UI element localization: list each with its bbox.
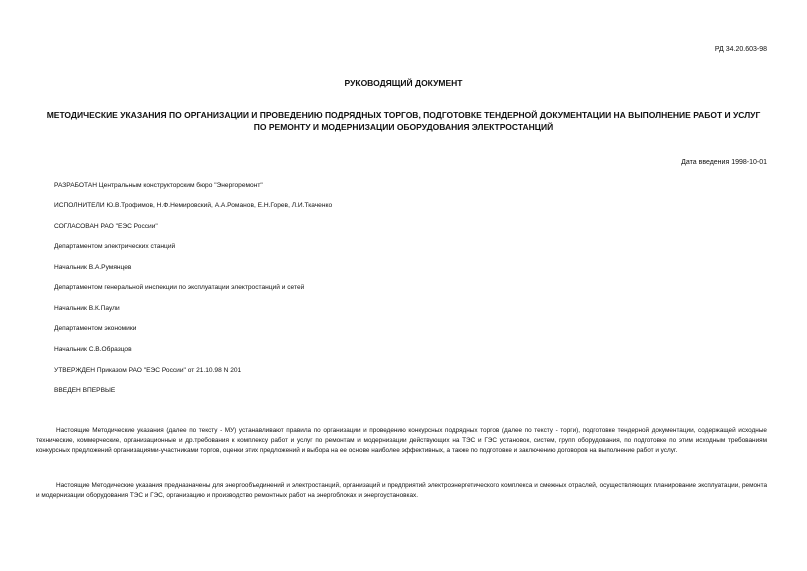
meta-line-head-2: Начальник В.К.Паули [54,305,120,312]
meta-line-head-3: Начальник С.В.Образцов [54,346,132,353]
meta-line-dept-stations: Департаментом электрических станций [54,243,176,250]
meta-line-agreed: СОГЛАСОВАН РАО "ЕЭС России" [54,223,158,230]
meta-line-dept-inspection: Департаментом генеральной инспекции по эксплуатации электростанций и сетей [54,284,305,291]
meta-line-first-introduced: ВВЕДЕН ВПЕРВЫЕ [54,387,116,394]
intro-date: Дата введения 1998-10-01 [681,159,767,166]
body-paragraph-1: Настоящие Методические указания (далее по тексту - МУ) устанавливают правила по организации и проведению конкурсных подрядных торгов (далее по тексту - торги), подготовке тендерной документации, содержащей исходные технические, коммерческие, организационные и др.требования к комплексу работ и услуг по ремонтам и модернизации действующих на ТЭС и ГЭС установок, систем, групп оборудования, по подготовке по этим исходным требованиям конкурсных предложений организациями-участниками торгов, оценки этих предложений и выбора на ее основе наиболее эффективных, а также по подготовке и заключению договоров на выполнение работ и услуг. [36,427,767,454]
body-paragraph-2: Настоящие Методические указания предназначены для энергообъединений и электростанций, организаций и предприятий электроэнергетического комплекса и смежных отраслей, осуществляющих планирование эксплуатации, ремонта и модернизации оборудования ТЭС и ГЭС, организацию и производство ремонтных работ на энергоблоках и энергоустановках. [36,482,767,499]
meta-line-head-1: Начальник В.А.Румянцев [54,264,132,271]
doc-title: МЕТОДИЧЕСКИЕ УКАЗАНИЯ ПО ОРГАНИЗАЦИИ И ПРОВЕДЕНИЮ ПОДРЯДНЫХ ТОРГОВ, ПОДГОТОВКЕ ТЕНДЕРНОЙ ДОКУМЕНТАЦИИ НА ВЫПОЛНЕНИЕ РАБОТ И УСЛУГ ПО РЕМОНТУ И МОДЕРНИЗАЦИИ ОБОРУДОВАНИЯ ЭЛЕКТРОСТАНЦИЙ [46,110,761,132]
meta-line-dept-economics: Департаментом экономики [54,325,137,332]
doc-type-heading: РУКОВОДЯЩИЙ ДОКУМЕНТ [344,78,463,88]
doc-code: РД 34.20.603-98 [714,46,767,53]
meta-line-developer: РАЗРАБОТАН Центральным конструкторским бюро "Энергоремонт" [54,182,263,189]
meta-line-executors: ИСПОЛНИТЕЛИ Ю.В.Трофимов, Н.Ф.Немировский, А.А.Романов, Е.Н.Горев, Л.И.Ткаченко [54,202,333,209]
meta-line-approved: УТВЕРЖДЕН Приказом РАО "ЕЭС России" от 21.10.98 N 201 [54,367,242,374]
